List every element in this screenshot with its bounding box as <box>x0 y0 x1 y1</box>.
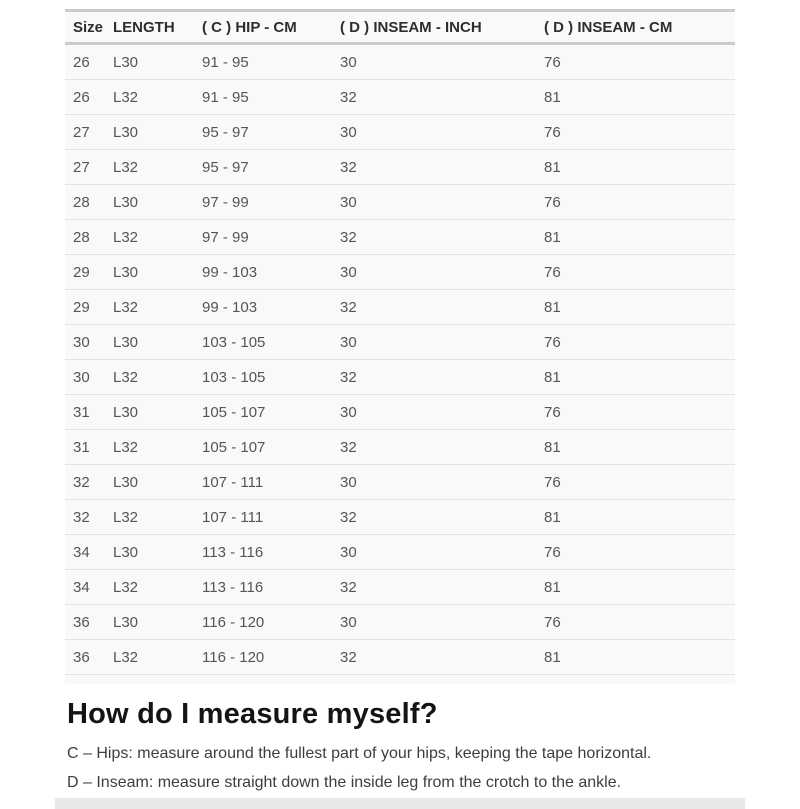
table-cell: 30 <box>340 395 544 430</box>
table-cell: 30 <box>65 360 113 395</box>
table-cell: 103 - 105 <box>202 325 340 360</box>
table-cell: 107 - 111 <box>202 465 340 500</box>
column-header: ( D ) INSEAM - INCH <box>340 12 544 44</box>
column-header: LENGTH <box>113 12 202 44</box>
table-cell: L32 <box>113 430 202 465</box>
table-cell: 81 <box>544 570 735 605</box>
table-cell: 76 <box>544 465 735 500</box>
table-cell: 30 <box>340 325 544 360</box>
table-row <box>65 80 735 115</box>
table-body <box>65 44 735 675</box>
table-header-row <box>65 12 735 44</box>
table-cell: L30 <box>113 44 202 80</box>
table-cell: 32 <box>340 430 544 465</box>
table-cell: 81 <box>544 150 735 185</box>
table-cell: 95 - 97 <box>202 150 340 185</box>
table-row <box>65 325 735 360</box>
table-cell: 32 <box>340 220 544 255</box>
table-cell: 116 - 120 <box>202 640 340 675</box>
table-cell: 28 <box>65 220 113 255</box>
table-row <box>65 44 735 80</box>
table-cell: 76 <box>544 535 735 570</box>
table-row <box>65 570 735 605</box>
table-row <box>65 290 735 325</box>
hips-instruction: C – Hips: measure around the fullest part of your hips, keeping the tape horizontal. <box>67 745 652 762</box>
table-cell: 97 - 99 <box>202 185 340 220</box>
table-cell: 31 <box>65 430 113 465</box>
table-cell: L30 <box>113 325 202 360</box>
table-cell: 32 <box>340 150 544 185</box>
table-cell: 31 <box>65 395 113 430</box>
table-cell: 30 <box>340 465 544 500</box>
table-cell: L32 <box>113 500 202 535</box>
table-cell: 32 <box>340 290 544 325</box>
size-chart-table <box>65 12 735 675</box>
table-cell: 32 <box>340 360 544 395</box>
table-cell: 30 <box>340 255 544 290</box>
section-heading: How do I measure myself? <box>67 698 438 730</box>
table-cell: L30 <box>113 535 202 570</box>
table-cell: 99 - 103 <box>202 290 340 325</box>
table-cell: 34 <box>65 570 113 605</box>
table-cell: 81 <box>544 500 735 535</box>
table-cell: 76 <box>544 255 735 290</box>
table-cell: 116 - 120 <box>202 605 340 640</box>
table-cell: 81 <box>544 80 735 115</box>
table-row <box>65 500 735 535</box>
table-cell: 36 <box>65 605 113 640</box>
table-cell: 81 <box>544 290 735 325</box>
table-cell: 29 <box>65 255 113 290</box>
table-cell: 76 <box>544 185 735 220</box>
table-row <box>65 640 735 675</box>
measure-section <box>67 698 745 792</box>
table-cell: 105 - 107 <box>202 395 340 430</box>
table-row <box>65 255 735 290</box>
table-cell: 91 - 95 <box>202 80 340 115</box>
table-cell: 30 <box>340 605 544 640</box>
table-cell: L30 <box>113 185 202 220</box>
table-cell: L30 <box>113 605 202 640</box>
table-row <box>65 220 735 255</box>
table-cell: 91 - 95 <box>202 44 340 80</box>
table-row <box>65 535 735 570</box>
column-header: ( C ) HIP - CM <box>202 12 340 44</box>
table-cell: 113 - 116 <box>202 535 340 570</box>
table-cell: 32 <box>340 640 544 675</box>
table-cell: 32 <box>340 80 544 115</box>
table-row <box>65 430 735 465</box>
table-row <box>65 395 735 430</box>
table-cell: 76 <box>544 44 735 80</box>
table-row <box>65 360 735 395</box>
table-cell: 107 - 111 <box>202 500 340 535</box>
table-cell: L32 <box>113 360 202 395</box>
column-header: Size <box>65 12 113 44</box>
table-cell: 36 <box>65 640 113 675</box>
table-cell: L32 <box>113 570 202 605</box>
table-cell: 76 <box>544 115 735 150</box>
table-cell: 32 <box>340 570 544 605</box>
table-cell: 81 <box>544 430 735 465</box>
table-cell: 27 <box>65 115 113 150</box>
table-cell: 76 <box>544 325 735 360</box>
table-cell: 30 <box>340 44 544 80</box>
table-cell: L32 <box>113 290 202 325</box>
table-row <box>65 185 735 220</box>
table-cell: 28 <box>65 185 113 220</box>
table-cell: 26 <box>65 44 113 80</box>
table-cell: L32 <box>113 640 202 675</box>
table-cell: 105 - 107 <box>202 430 340 465</box>
table-cell: 81 <box>544 640 735 675</box>
table-cell: 32 <box>340 500 544 535</box>
table-cell: 32 <box>65 500 113 535</box>
table-row <box>65 150 735 185</box>
table-cell: 32 <box>65 465 113 500</box>
table-cell: 30 <box>340 185 544 220</box>
table-cell: 99 - 103 <box>202 255 340 290</box>
table-cell: 27 <box>65 150 113 185</box>
column-header: ( D ) INSEAM - CM <box>544 12 735 44</box>
table-cell: 95 - 97 <box>202 115 340 150</box>
table-cell: L32 <box>113 80 202 115</box>
inseam-instruction: D – Inseam: measure straight down the inside leg from the crotch to the ankle. <box>67 774 622 791</box>
table-cell: 97 - 99 <box>202 220 340 255</box>
table-cell: 76 <box>544 605 735 640</box>
table-row <box>65 605 735 640</box>
table-row <box>65 465 735 500</box>
table-cell: 103 - 105 <box>202 360 340 395</box>
table-cell: 30 <box>340 535 544 570</box>
table-cell: 81 <box>544 360 735 395</box>
table-cell: 26 <box>65 80 113 115</box>
table-cell: 113 - 116 <box>202 570 340 605</box>
size-chart <box>65 9 735 684</box>
table-cell: 29 <box>65 290 113 325</box>
table-cell: 81 <box>544 220 735 255</box>
table-cell: 34 <box>65 535 113 570</box>
table-cell: L30 <box>113 465 202 500</box>
table-row <box>65 115 735 150</box>
table-cell: 76 <box>544 395 735 430</box>
table-cell: 30 <box>340 115 544 150</box>
table-cell: L32 <box>113 220 202 255</box>
table-cell: L30 <box>113 395 202 430</box>
table-cell: L30 <box>113 255 202 290</box>
table-cell: L32 <box>113 150 202 185</box>
table-cell: L30 <box>113 115 202 150</box>
table-cell: 30 <box>65 325 113 360</box>
